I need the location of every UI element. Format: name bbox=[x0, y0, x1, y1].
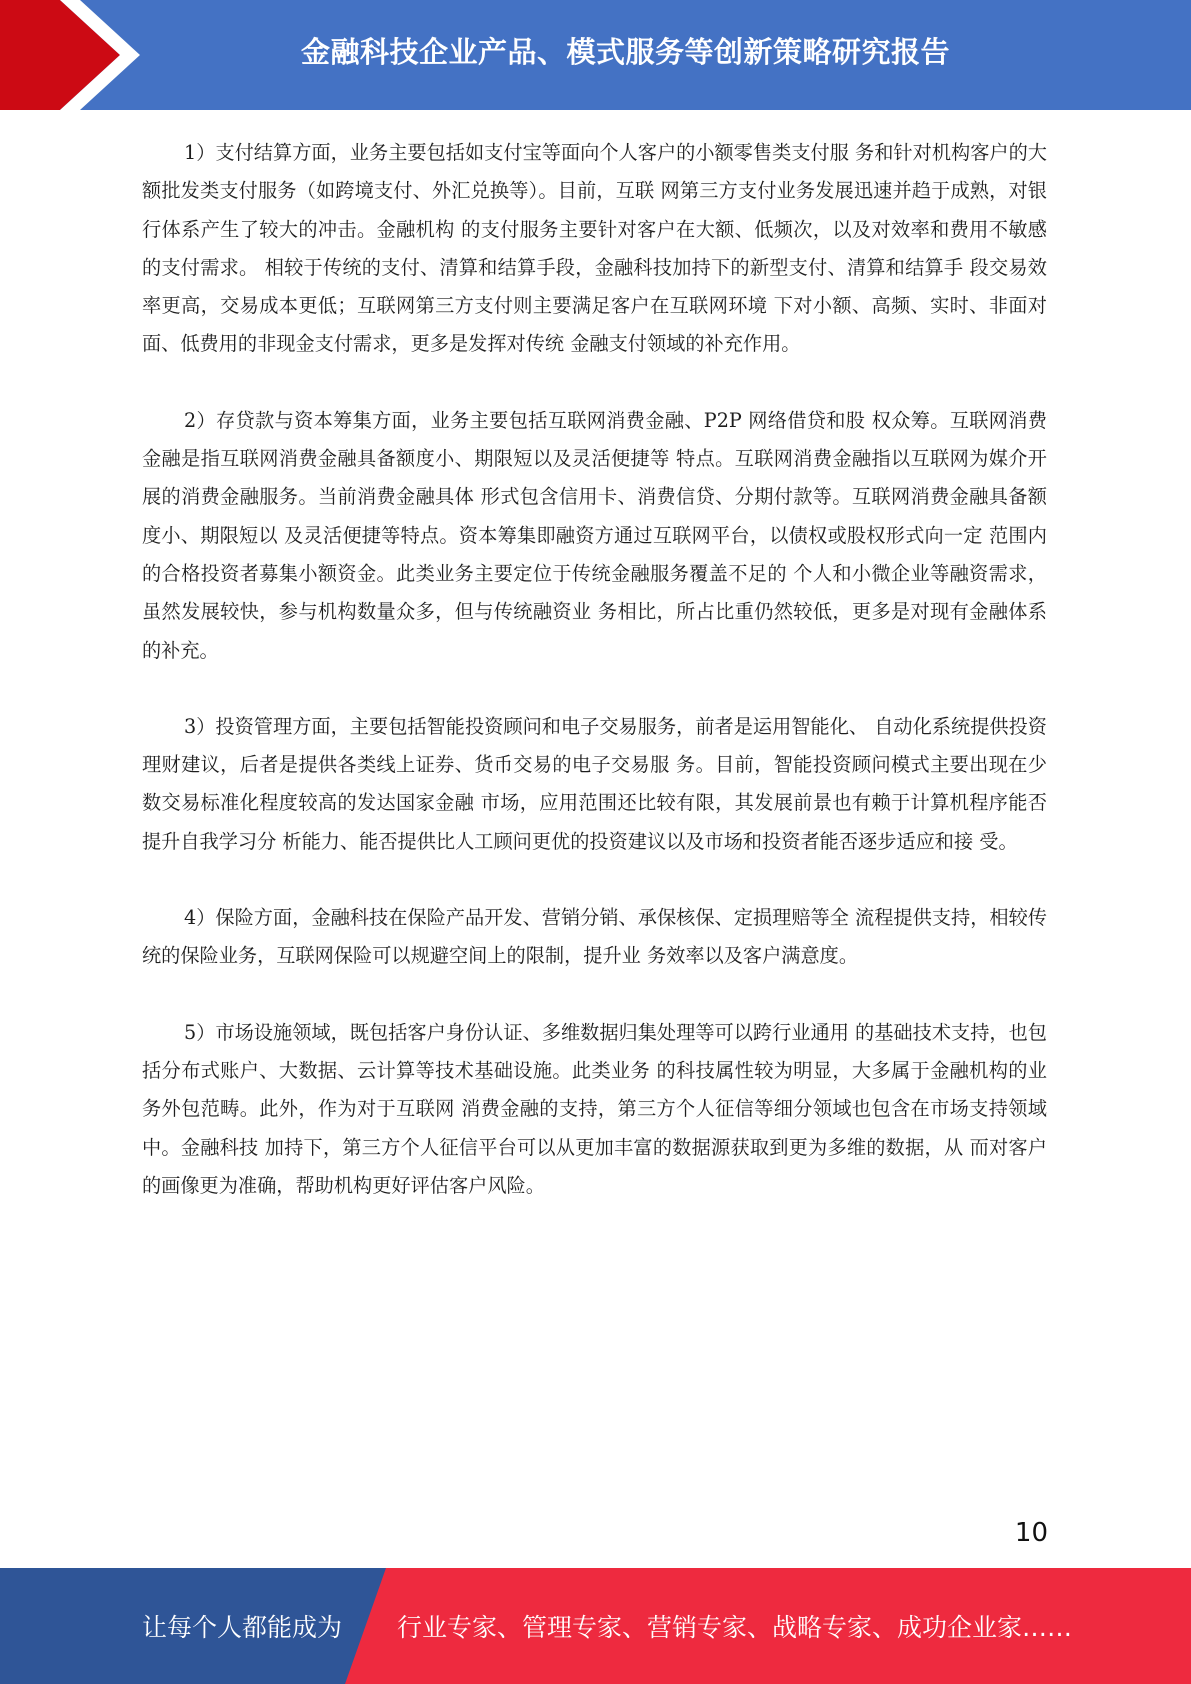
page-footer bbox=[0, 1568, 1191, 1684]
page-header bbox=[0, 0, 1191, 110]
paragraph-deposit-lending: 2）存贷款与资本筹集方面，业务主要包括互联网消费金融、P2P 网络借贷和股 权众筹。互联网消费金融是指互联网消费金融具备额度小、期限短以及灵活便捷等 特点。互联网消费金融指以互联网为媒介开展的消费金融服务。当前消费金融具体 形式包含信用卡、消费信贷、分期付款等。互联网消费金融具备额度小、期限短以 及灵活便捷等特点。资本筹集即融资方通过互联网平台，以债权或股权形式向一定 范围内的合格投资者募集小额资金。此类业务主要定位于传统金融服务覆盖不足的 个人和小微企业等融资需求，虽然发展较快，参与机构数量众多，但与传统融资业 务相比，所占比重仍然较低，更多是对现有金融体系的补充。 bbox=[142, 408, 1047, 662]
paragraph-payment: 1）支付结算方面，业务主要包括如支付宝等面向个人客户的小额零售类支付服 务和针对机构客户的大额批发类支付服务（如跨境支付、外汇兑换等）。目前，互联 网第三方支付业务发展迅速并趋于成熟，对银行体系产生了较大的冲击。金融机构 的支付服务主要针对客户在大额、低频次，以及对效率和费用不敏感的支付需求。 相较于传统的支付、清算和结算手段，金融科技加持下的新型支付、清算和结算手 段交易效率更高，交易成本更低；互联网第三方支付则主要满足客户在互联网环境 下对小额、高频、实时、非面对面、低费用的非现金支付需求，更多是发挥对传统 金融支付领域的补充作用。 bbox=[142, 141, 1047, 356]
footer-slogan-right: 行业专家、管理专家、营销专家、战略专家、成功企业家…… bbox=[397, 1613, 1073, 1642]
paragraph-market-infrastructure: 5）市场设施领域，既包括客户身份认证、多维数据归集处理等可以跨行业通用 的基础技术支持，也包括分布式账户、大数据、云计算等技术基础设施。此类业务 的科技属性较为明显，大多属于金融机构的业务外包范畴。此外，作为对于互联网 消费金融的支持，第三方个人征信等细分领域也包含在市场支持领域中。金融科技 加持下，第三方个人征信平台可以从更加丰富的数据源获取到更为多维的数据，从 而对客户的画像更为准确，帮助机构更好评估客户风险。 bbox=[142, 1020, 1047, 1197]
page-number: 10 bbox=[1014, 1518, 1048, 1548]
paragraph-insurance: 4）保险方面，金融科技在保险产品开发、营销分销、承保核保、定损理赔等全 流程提供支持，相较传统的保险业务，互联网保险可以规避空间上的限制，提升业 务效率以及客户满意度。 bbox=[142, 906, 1047, 968]
footer-slogan-left: 让每个人都能成为 bbox=[142, 1613, 343, 1642]
document-title: 金融科技企业产品、模式服务等创新策略研究报告 bbox=[300, 34, 950, 69]
paragraph-investment: 3）投资管理方面，主要包括智能投资顾问和电子交易服务，前者是运用智能化、 自动化系统提供投资理财建议，后者是提供各类线上证券、货币交易的电子交易服 务。目前，智能投资顾问模式主要出现在少数交易标准化程度较高的发达国家金融 市场，应用范围还比较有限，其发展前景也有赖于计算机程序能否提升自我学习分 析能力、能否提供比人工顾问更优的投资建议以及市场和投资者能否逐步适应和接 受。 bbox=[142, 714, 1047, 853]
header-arrow-decoration bbox=[0, 0, 150, 110]
document-body bbox=[142, 134, 1047, 1243]
